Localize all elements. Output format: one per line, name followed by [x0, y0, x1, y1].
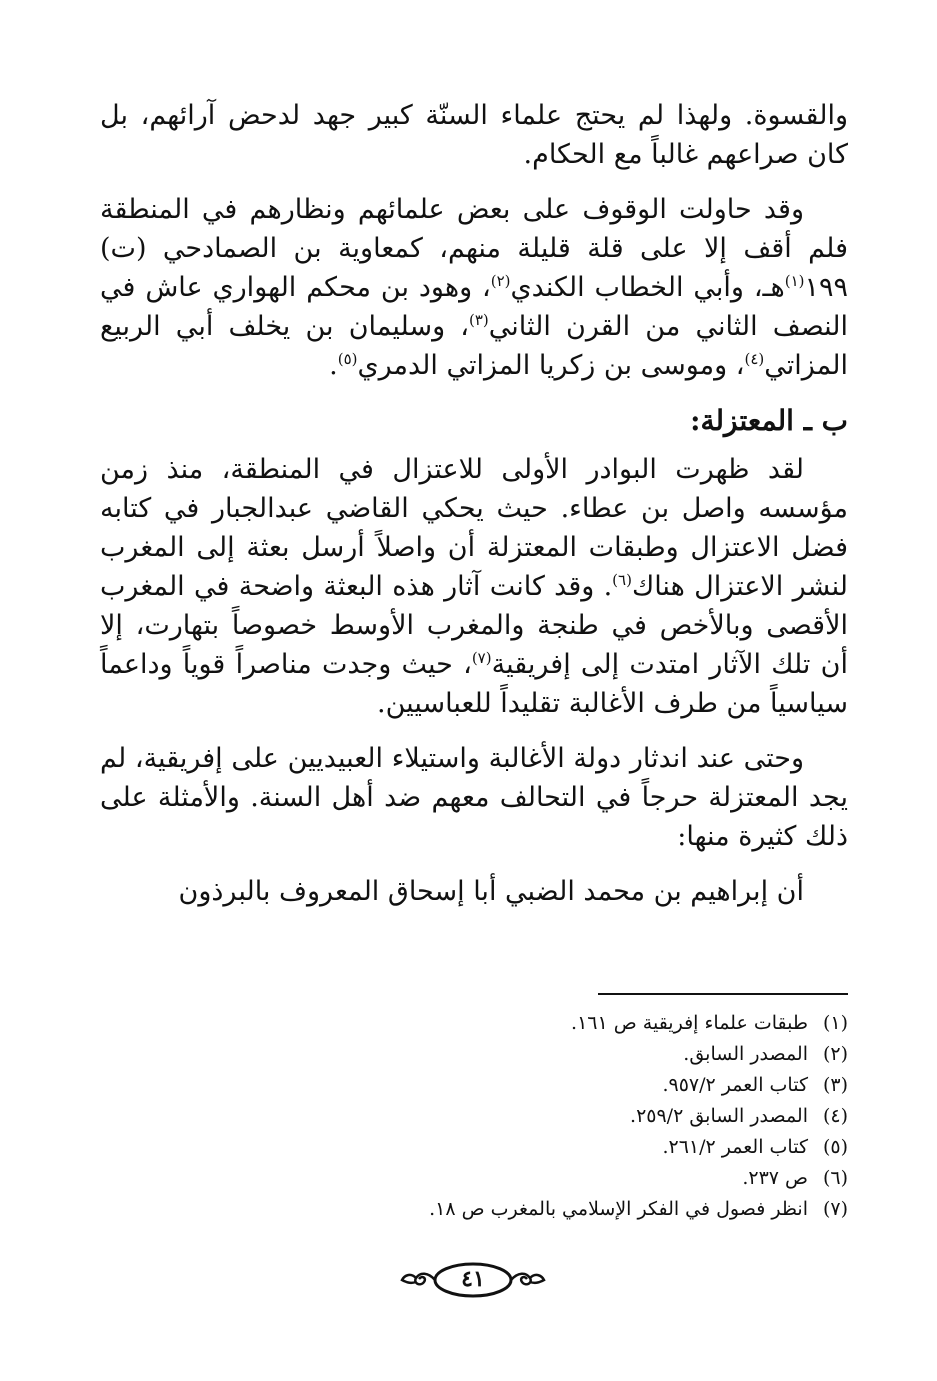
footnote-text: المصدر السابق. [683, 1043, 808, 1065]
footnote-text: انظر فصول في الفكر الإسلامي بالمغرب ص ١٨. [429, 1198, 808, 1220]
footnote-ref-3[interactable]: (٣) [468, 311, 489, 329]
footnote-ref-6[interactable]: (٦) [612, 571, 632, 589]
section-heading: ب ـ المعتزلة: [690, 404, 848, 437]
paragraph-mutazila-1: لقد ظهرت البوادر الأولى للاعتزال في المنطقة، منذ زمن مؤسسه واصل بن عطاء. حيث يحكي القاضي عبدالجبار في كتابه فضل الاعتزال وطبقات المعتزلة أن واصلاً أرسل بعثة إلى المغرب لنشر الاعتزال هناك$^{(٦)}$. وقد كانت آثار هذه البعثة واضحة في المغرب الأقصى وبالأخص في طنجة والمغرب الأوسط خصوصاً بتهارت، إلا أن تلك الآثار امتدت إلى إفريقية$^{(٧)}$، حيث وجدت مناصراً قوياً وداعماً سياسياً من طرف الأغالبة تقليداً للعباسيين. [100, 454, 848, 719]
footnote-item [300, 1039, 848, 1070]
paragraph-2: وقد حاولت الوقوف على بعض علمائهم ونظارهم في المنطقة فلم أقف إلا على قلة قليلة منهم، كمعاوية بن الصمادحي (ت) ١٩٩$^{(١)}$هـ، وأبي الخطاب الكندي$^{(٢)}$، وهود بن محكم الهواري عاش في النصف الثاني من القرن الثاني$^{(٣)}$، وسليمان بن يخلف أبي الربيع المزاتي$^{(٤)}$، وموسى بن زكريا المزاتي الدمري$^{(٥)}$. [100, 194, 848, 381]
footnote-number: (١) [822, 1012, 848, 1034]
footnote-number: (٣) [822, 1074, 848, 1096]
footnote-number: (٥) [822, 1136, 848, 1158]
footnote-text: كتاب العمر ٩٥٧/٢. [662, 1074, 808, 1096]
footnote-ref-5[interactable]: (٥) [337, 350, 358, 368]
footnote-item [300, 1194, 848, 1225]
paragraph-1: والقسوة. ولهذا لم يحتج علماء السنّة كبير جهد لدحض آرائهم، بل كان صراعهم غالباً مع الحكام. [100, 100, 848, 170]
page-number: ٤١ [461, 1266, 485, 1292]
page-number-ornament [398, 1260, 548, 1300]
footnotes-list [300, 1008, 848, 1225]
footnote-number: (٧) [822, 1198, 848, 1220]
paragraph-mutazila-2: وحتى عند اندثار دولة الأغالبة واستيلاء العبيديين على إفريقية، لم يجد المعتزلة حرجاً في التحالف معهم ضد أهل السنة. والأمثلة على ذلك كثيرة منها: [100, 743, 848, 852]
footnote-number: (٤) [822, 1105, 848, 1127]
footnote-number: (٢) [822, 1043, 848, 1065]
footnote-item [300, 1163, 848, 1194]
paragraph-mutazila-3: أن إبراهيم بن محمد الضبي أبا إسحاق المعروف بالبرذون [178, 876, 804, 907]
footnote-ref-2[interactable]: (٢) [490, 272, 511, 290]
footnote-item [300, 1101, 848, 1132]
footnote-divider [598, 993, 848, 995]
footnote-text: ص ٢٣٧. [742, 1167, 808, 1189]
footnote-item [300, 1070, 848, 1101]
main-text [100, 96, 848, 927]
footnote-ref-4[interactable]: (٤) [744, 350, 765, 368]
footnote-item [300, 1132, 848, 1163]
footnote-text: المصدر السابق ٢٥٩/٢. [630, 1105, 808, 1127]
footnote-ref-1[interactable]: (١) [784, 272, 805, 290]
footnote-text: طبقات علماء إفريقية ص ١٦١. [571, 1012, 808, 1034]
footnote-ref-7[interactable]: (٧) [471, 649, 492, 667]
footnote-text: كتاب العمر ٢٦١/٢. [662, 1136, 808, 1158]
footnote-item [300, 1008, 848, 1039]
footnote-number: (٦) [822, 1167, 848, 1189]
